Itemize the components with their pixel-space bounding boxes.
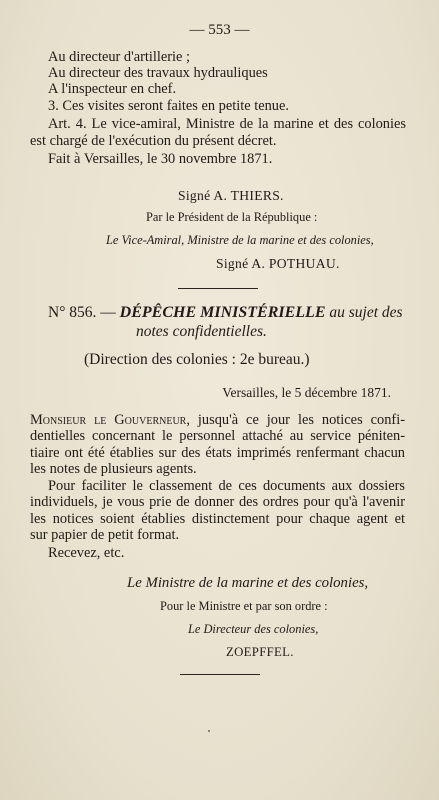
- text-line: Au directeur des travaux hydrauliques: [48, 65, 268, 81]
- salutation: Monsieur le Gouverneur,: [30, 412, 190, 428]
- text-line: est chargé de l'exécution du présent décret.: [30, 133, 277, 149]
- signature-line: Le Vice-Amiral, Ministre de la marine et des colonies,: [106, 233, 374, 247]
- text-line: Fait à Versailles, le 30 novembre 1871.: [48, 151, 273, 167]
- direction-line: (Direction des colonies : 2e bureau.): [84, 351, 310, 368]
- section-divider: [180, 674, 260, 675]
- paragraph-line: individuels, je vous prie de donner des ordres pour qu'à l'avenir: [30, 494, 405, 510]
- signature-line: Par le Président de la République :: [146, 210, 318, 224]
- signature-line: Le Directeur des colonies,: [188, 622, 319, 636]
- paragraph-line: Pour faciliter le classement de ces documents aux dossiers: [48, 478, 405, 494]
- signature-line: Le Ministre de la marine et des colonies,: [127, 575, 369, 591]
- text-line: A l'inspecteur en chef.: [48, 81, 177, 97]
- text-line: Au directeur d'artillerie ;: [48, 49, 191, 65]
- closing-line: Recevez, etc.: [48, 545, 125, 561]
- paragraph-line: sur papier de petit format.: [30, 527, 180, 543]
- heading-title: DÉPÊCHE MINISTÉRIELLE: [119, 304, 326, 321]
- text-line: Art. 4. Le vice-amiral, Ministre de la marine et des colonies: [48, 116, 406, 132]
- paragraph-line: tiaire ont été établies sur des états imprimés renfermant chacun: [30, 445, 405, 461]
- section-heading: [48, 305, 403, 321]
- page-number: — 553 —: [189, 22, 250, 38]
- paragraph-text: jusqu'à ce jour les notices confi-: [197, 412, 405, 428]
- signature-line: ZOEPFFEL.: [226, 645, 294, 659]
- signature-line: Signé A. POTHUAU.: [216, 256, 340, 271]
- paragraph-line: les notes de plusieurs agents.: [30, 461, 197, 477]
- signature-line: Pour le Ministre et par son ordre :: [160, 599, 328, 613]
- paper-speck: [208, 730, 210, 732]
- section-divider: [178, 288, 258, 289]
- paragraph-line: [30, 412, 405, 428]
- heading-line-2: notes confidentielles.: [136, 323, 267, 340]
- heading-number: N° 856. —: [48, 304, 116, 321]
- signature-line: Signé A. THIERS.: [178, 188, 284, 203]
- text-line: 3. Ces visites seront faites en petite tenue.: [48, 98, 289, 114]
- paragraph-line: les notices soient établies distinctement pour chaque agent et: [30, 511, 405, 527]
- heading-rest: au sujet des: [329, 304, 403, 321]
- paragraph-line: dentielles concernant le personnel attaché au service péniten-: [30, 428, 405, 444]
- date-line: Versailles, le 5 décembre 1871.: [222, 385, 391, 400]
